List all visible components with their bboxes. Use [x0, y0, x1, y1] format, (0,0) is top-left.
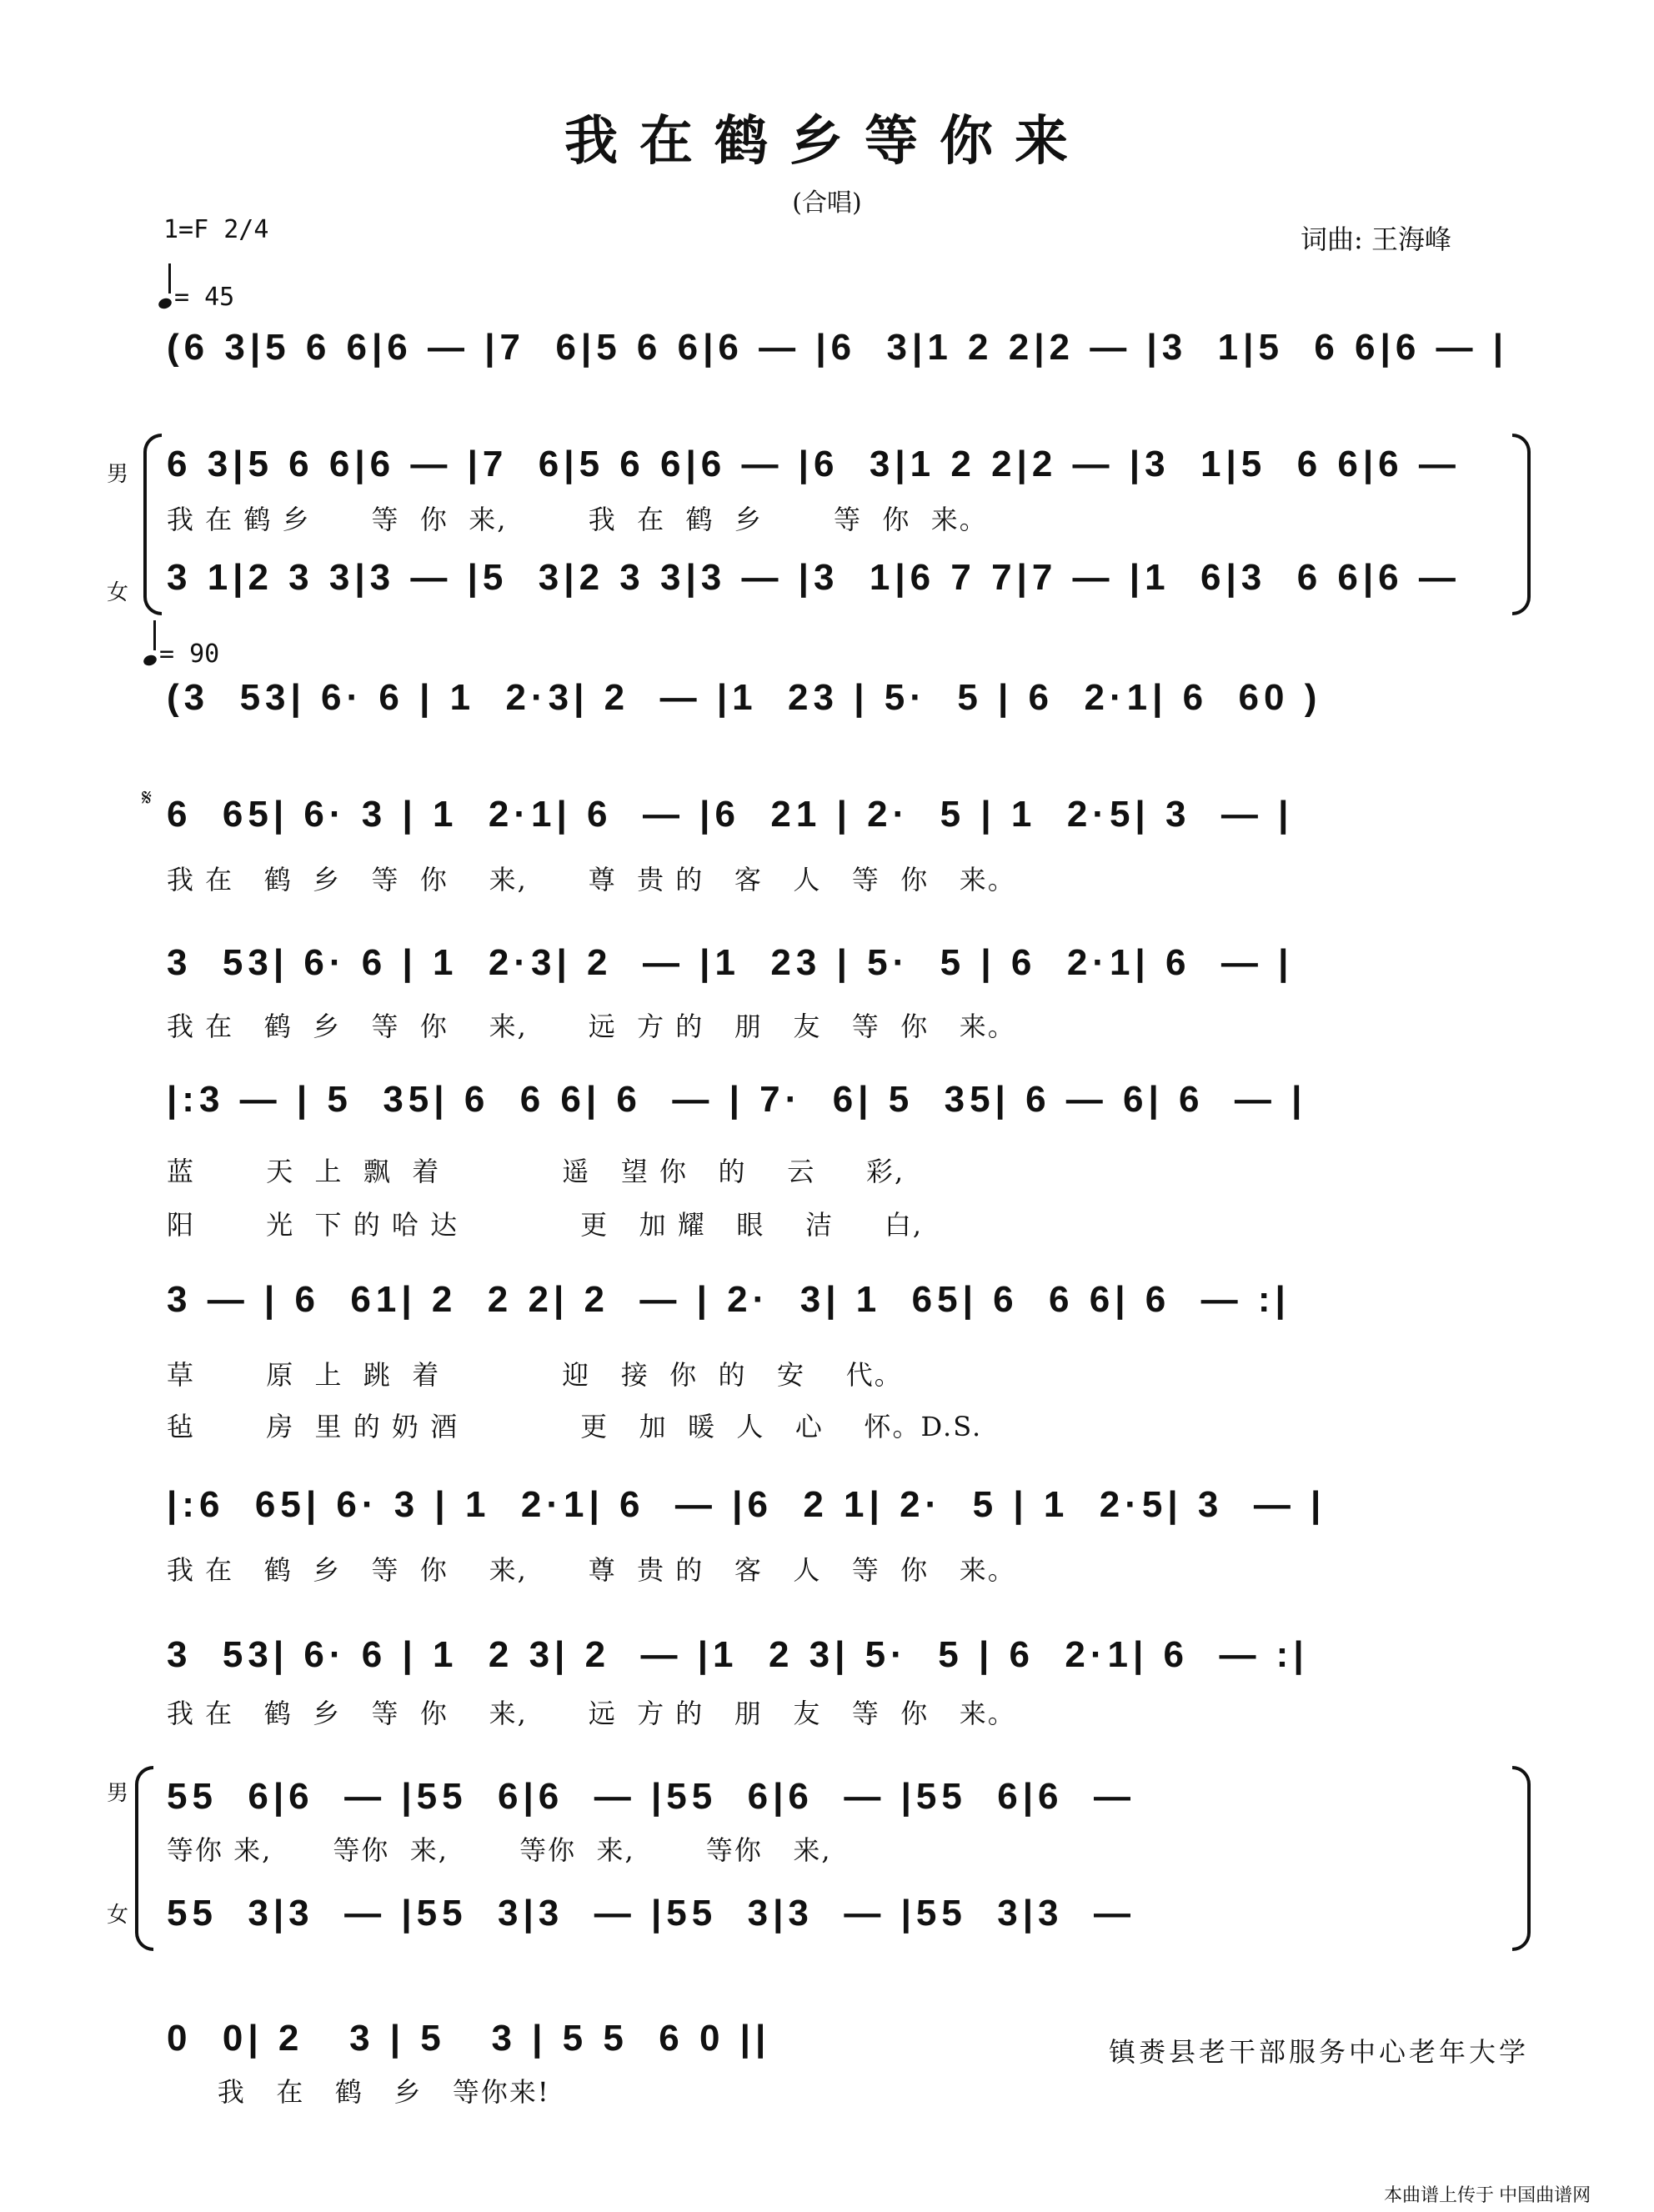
- verse-lyric-1: 我 在 鹤 乡 等 你 来, 尊 贵 的 客 人 等 你 来。: [167, 864, 1016, 895]
- key-signature: 1=F 2/4: [163, 215, 269, 244]
- ending-female-notes: 55 3|3 — |55 3|3 — |55 3|3 — |55 3|3 —: [167, 1893, 1135, 1934]
- female-part-notes: 3 1|2 3 3|3 — |5 3|2 3 3|3 — |3 1|6 7 7|7 — |1 6|3 6 6|6 —: [167, 557, 1461, 598]
- verse-lyric-2: 我 在 鹤 乡 等 你 来, 远 方 的 朋 友 等 你 来。: [167, 1011, 1016, 1042]
- composer-credit: 词曲: 王海峰: [1301, 223, 1451, 255]
- chorus-lyric-2a: 草 原 上 跳 着 迎 接 你 的 安 代。: [167, 1359, 903, 1391]
- coda-lyric: 我 在 鹤 乡 等你来!: [167, 2076, 550, 2108]
- refrain-notes-2: 3 53| 6· 6 | 1 2 3| 2 — |1 2 3| 5· 5 | 6 2·1| 6 — :|: [167, 1634, 1309, 1675]
- quarter-note-icon: [157, 297, 173, 311]
- chorus-notes-1: |:3 — | 5 35| 6 6 6| 6 — | 7· 6| 5 35| 6 — 6| 6 — |: [167, 1079, 1307, 1120]
- left-brace-2: [135, 1766, 153, 1951]
- tempo-value-2: = 90: [159, 640, 220, 669]
- site-watermark: 本曲谱上传于 中国曲谱网: [1384, 2184, 1591, 2205]
- publisher-credit: 镇赉县老干部服务中心老年大学: [1109, 2036, 1530, 2068]
- ending-male-lyric: 等你 来, 等你 来, 等你 来, 等你 来,: [167, 1834, 832, 1866]
- male-label-2: 男: [107, 1781, 129, 1806]
- male-label: 男: [107, 462, 129, 487]
- interlude-notes: (3 53| 6· 6 | 1 2·3| 2 — |1 23 | 5· 5 | 6 2·1| 6 60 ): [167, 677, 1322, 718]
- left-brace: [143, 434, 162, 615]
- chorus-lyric-2b: 毡 房 里 的 奶 酒 更 加 暖 人 心 怀。D.S.: [167, 1411, 983, 1442]
- chorus-notes-2: 3 — | 6 61| 2 2 2| 2 — | 2· 3| 1 65| 6 6 6| 6 — :|: [167, 1279, 1291, 1320]
- right-brace-2: [1512, 1766, 1531, 1951]
- female-label-2: 女: [107, 1903, 129, 1928]
- male-part-lyric: 我 在 鹤 乡 等 你 来, 我 在 鹤 乡 等 你 来。: [167, 504, 988, 535]
- right-brace: [1512, 434, 1531, 615]
- tempo-marking-2: [143, 632, 219, 669]
- chorus-lyric-1b: 阳 光 下 的 哈 达 更 加 耀 眼 洁 白,: [167, 1209, 924, 1241]
- subtitle: (合唱): [792, 188, 862, 218]
- female-label: 女: [107, 580, 129, 605]
- segno-icon: 𝄋: [142, 784, 153, 811]
- page-title: 我在鹤乡等你来: [564, 110, 1090, 173]
- intro-notes: (6 3|5 6 6|6 — |7 6|5 6 6|6 — |6 3|1 2 2|2 — |3 1|5 6 6|6 — |: [167, 327, 1509, 368]
- refrain-lyric-2: 我 在 鹤 乡 等 你 来, 远 方 的 朋 友 等 你 来。: [167, 1698, 1016, 1729]
- note-stem-icon: [168, 263, 171, 293]
- coda-notes: 0 0| 2 3 | 5 3 | 5 5 6 0 ||: [167, 2018, 771, 2059]
- tempo-marking-1: [158, 275, 234, 312]
- verse-notes-1: 6 65| 6· 3 | 1 2·1| 6 — |6 21 | 2· 5 | 1 2·5| 3 — |: [167, 794, 1294, 835]
- ending-male-notes: 55 6|6 — |55 6|6 — |55 6|6 — |55 6|6 —: [167, 1776, 1135, 1817]
- note-stem-icon: [153, 620, 156, 650]
- chorus-lyric-1a: 蓝 天 上 飘 着 遥 望 你 的 云 彩,: [167, 1156, 905, 1187]
- tempo-value-1: = 45: [174, 283, 235, 312]
- quarter-note-icon: [142, 654, 158, 668]
- refrain-lyric-1: 我 在 鹤 乡 等 你 来, 尊 贵 的 客 人 等 你 来。: [167, 1554, 1016, 1586]
- refrain-notes-1: |:6 65| 6· 3 | 1 2·1| 6 — |6 2 1| 2· 5 | 1 2·5| 3 — |: [167, 1484, 1326, 1525]
- verse-notes-2: 3 53| 6· 6 | 1 2·3| 2 — |1 23 | 5· 5 | 6 2·1| 6 — |: [167, 942, 1294, 983]
- male-part-notes: 6 3|5 6 6|6 — |7 6|5 6 6|6 — |6 3|1 2 2|2 — |3 1|5 6 6|6 —: [167, 444, 1461, 484]
